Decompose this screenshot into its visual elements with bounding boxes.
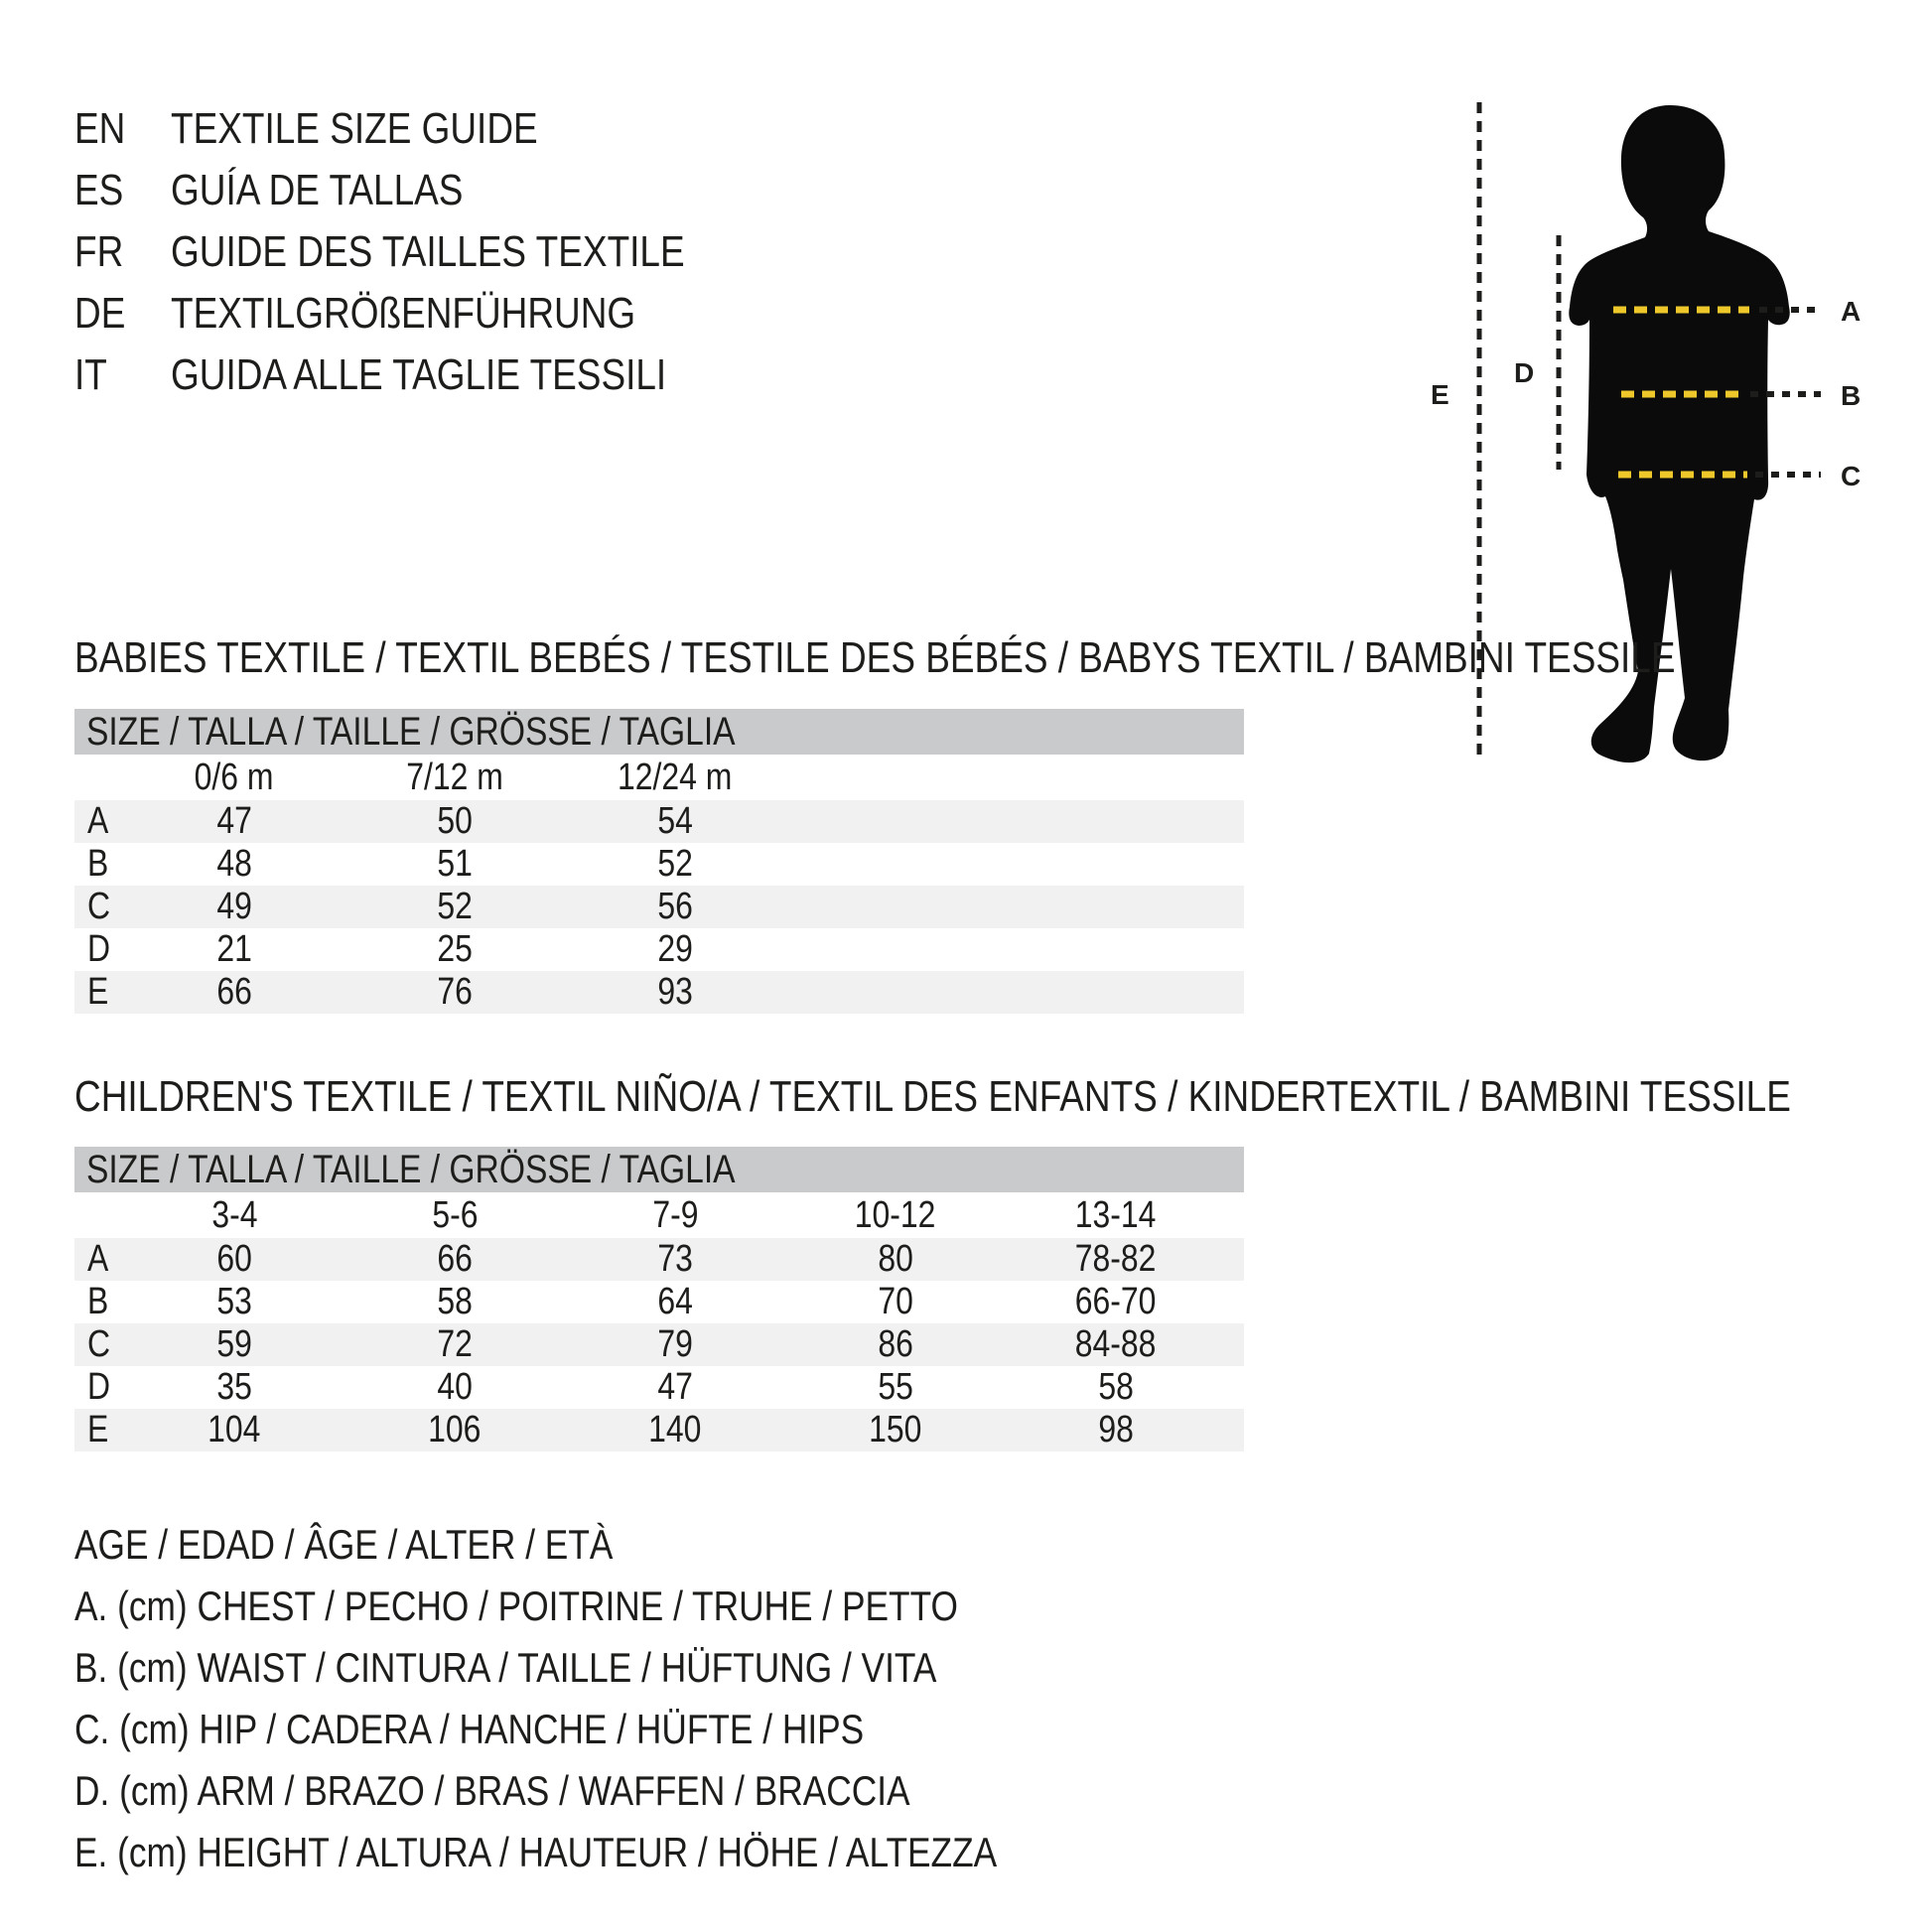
measurement-value: 106 xyxy=(428,1409,482,1450)
table-row xyxy=(74,1323,1244,1366)
column-header: 12/24 m xyxy=(618,756,733,798)
column-header: 13-14 xyxy=(1075,1193,1157,1236)
babies-size-bar: SIZE / TALLA / TAILLE / GRÖSSE / TAGLIA xyxy=(74,709,1244,755)
column-header: 0/6 m xyxy=(195,756,274,798)
figure-label-chest-A: A xyxy=(1841,296,1862,327)
measurement-value: 80 xyxy=(878,1238,913,1280)
row-label: C xyxy=(87,886,111,927)
column-header: 7-9 xyxy=(651,1193,699,1236)
row-label: E xyxy=(87,1409,109,1450)
row-label: B xyxy=(87,1281,109,1322)
legend-row: AGE / EDAD / ÂGE / ALTER / ETÀ xyxy=(74,1521,614,1568)
measurement-value: 52 xyxy=(437,886,473,927)
column-header: 5-6 xyxy=(431,1193,479,1236)
measurement-value: 47 xyxy=(216,800,252,842)
measurement-legend xyxy=(74,1514,1173,1883)
language-code: DE xyxy=(74,289,126,338)
measurement-value: 29 xyxy=(657,928,693,970)
table-row xyxy=(74,1281,1244,1323)
measurement-value: 70 xyxy=(878,1281,913,1322)
measurement-value: 86 xyxy=(878,1323,913,1365)
babies-size-table xyxy=(74,755,1244,1014)
language-row xyxy=(74,283,782,345)
table-row xyxy=(74,886,1244,928)
measurement-value: 58 xyxy=(437,1281,473,1322)
row-label: A xyxy=(87,800,109,842)
table-row xyxy=(74,1238,1244,1281)
table-row xyxy=(74,1366,1244,1409)
children-size-bar: SIZE / TALLA / TAILLE / GRÖSSE / TAGLIA xyxy=(74,1147,1244,1192)
measurement-value: 150 xyxy=(869,1409,922,1450)
measurement-value: 56 xyxy=(657,886,693,927)
column-header: 3-4 xyxy=(210,1193,258,1236)
language-row xyxy=(74,221,782,283)
language-guide-title: TEXTILE SIZE GUIDE xyxy=(171,104,538,153)
children-section-title: CHILDREN'S TEXTILE / TEXTIL NIÑO/A / TEXTIL DES ENFANTS / KINDERTEXTIL / BAMBINI TESSILE xyxy=(74,1072,1791,1121)
measurement-value: 64 xyxy=(657,1281,693,1322)
measurement-value: 73 xyxy=(657,1238,693,1280)
row-label: B xyxy=(87,843,109,885)
measurement-value: 66 xyxy=(216,971,252,1013)
children-size-table xyxy=(74,1192,1244,1451)
row-label: D xyxy=(87,1366,111,1408)
column-header: 10-12 xyxy=(855,1193,936,1236)
measurement-value: 72 xyxy=(437,1323,473,1365)
measurement-value: 48 xyxy=(216,843,252,885)
babies-section-title: BABIES TEXTILE / TEXTIL BEBÉS / TESTILE DES BÉBÉS / BABYS TEXTIL / BAMBINI TESSILE xyxy=(74,633,1676,682)
row-label: A xyxy=(87,1238,109,1280)
measurement-value: 54 xyxy=(657,800,693,842)
measurement-value: 66-70 xyxy=(1075,1281,1157,1322)
measurement-value: 76 xyxy=(437,971,473,1013)
table-row xyxy=(74,928,1244,971)
language-guide-title: TEXTILGRÖßENFÜHRUNG xyxy=(171,289,636,338)
language-title-block xyxy=(74,98,782,406)
language-code: IT xyxy=(74,350,107,399)
language-row xyxy=(74,345,782,406)
measurement-value: 140 xyxy=(648,1409,702,1450)
measurement-value: 104 xyxy=(207,1409,261,1450)
table-header-row xyxy=(74,755,1244,800)
column-header: 7/12 m xyxy=(406,756,503,798)
row-label: C xyxy=(87,1323,111,1365)
measurement-value: 79 xyxy=(657,1323,693,1365)
measurement-value: 58 xyxy=(1098,1366,1134,1408)
measurement-value: 49 xyxy=(216,886,252,927)
language-guide-title: GUIDA ALLE TAGLIE TESSILI xyxy=(171,350,667,399)
legend-row: C. (cm) HIP / CADERA / HANCHE / HÜFTE / HIPS xyxy=(74,1706,865,1752)
measurement-value: 84-88 xyxy=(1075,1323,1157,1365)
legend-row: B. (cm) WAIST / CINTURA / TAILLE / HÜFTUNG / VITA xyxy=(74,1644,937,1691)
legend-row: D. (cm) ARM / BRAZO / BRAS / WAFFEN / BRACCIA xyxy=(74,1767,910,1814)
measurement-value: 40 xyxy=(437,1366,473,1408)
measurement-value: 98 xyxy=(1098,1409,1134,1450)
table-header-row xyxy=(74,1192,1244,1238)
language-code: ES xyxy=(74,166,124,214)
figure-label-arm-D: D xyxy=(1514,357,1535,388)
measurement-value: 53 xyxy=(216,1281,252,1322)
measurement-value: 52 xyxy=(657,843,693,885)
measurement-value: 51 xyxy=(437,843,473,885)
row-label: E xyxy=(87,971,109,1013)
measurement-value: 25 xyxy=(437,928,473,970)
measurement-value: 50 xyxy=(437,800,473,842)
measurement-value: 55 xyxy=(878,1366,913,1408)
measurement-value: 47 xyxy=(657,1366,693,1408)
legend-row: E. (cm) HEIGHT / ALTURA / HAUTEUR / HÖHE / ALTEZZA xyxy=(74,1829,998,1875)
table-row xyxy=(74,1409,1244,1451)
measurement-value: 78-82 xyxy=(1075,1238,1157,1280)
language-code: EN xyxy=(74,104,126,153)
language-row xyxy=(74,98,782,160)
table-row xyxy=(74,800,1244,843)
measurement-value: 35 xyxy=(216,1366,252,1408)
legend-row: A. (cm) CHEST / PECHO / POITRINE / TRUHE / PETTO xyxy=(74,1583,958,1629)
figure-label-waist-B: B xyxy=(1841,380,1862,411)
row-label: D xyxy=(87,928,111,970)
language-row xyxy=(74,160,782,221)
measurement-value: 21 xyxy=(216,928,252,970)
table-row xyxy=(74,843,1244,886)
language-code: FR xyxy=(74,227,124,276)
language-guide-title: GUIDE DES TAILLES TEXTILE xyxy=(171,227,685,276)
measurement-value: 93 xyxy=(657,971,693,1013)
table-row xyxy=(74,971,1244,1014)
language-guide-title: GUÍA DE TALLAS xyxy=(171,166,464,214)
measurement-value: 66 xyxy=(437,1238,473,1280)
figure-label-hip-C: C xyxy=(1841,461,1862,491)
measurement-value: 59 xyxy=(216,1323,252,1365)
measurement-value: 60 xyxy=(216,1238,252,1280)
figure-label-height-E: E xyxy=(1431,379,1449,410)
child-measurement-figure xyxy=(1410,60,1932,794)
